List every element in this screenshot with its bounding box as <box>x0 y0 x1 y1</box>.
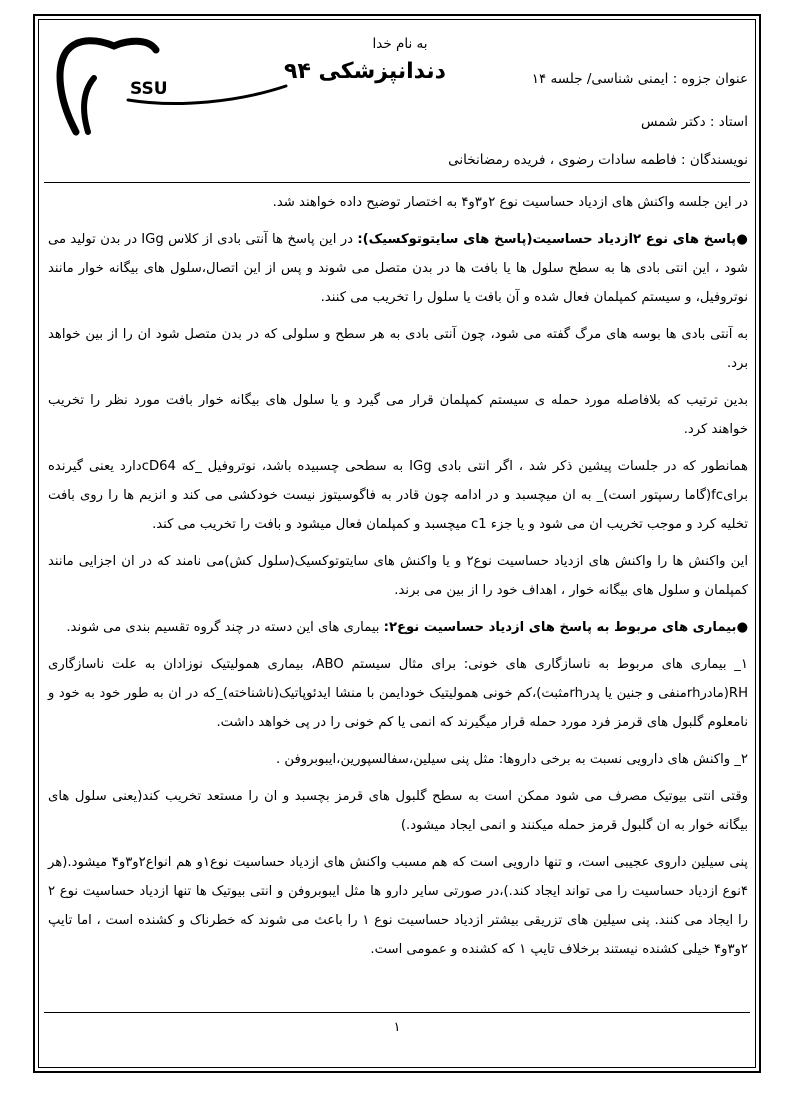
type2-paragraph: ●پاسخ های نوع ۲ازدیاد حساسیت(پاسخ های سایتوتوکسیک): در این پاسخ ها آنتی بادی از کلاس IGg در بدن تولید می شود ، این انتی بادی ها به سطح سلول ها یا بافت ها در بدن متصل می شوند و پس از این اتصال،سلول های بیگانه خوار مانند نوتروفیل، و سیستم کمپلمان فعال شده و آن بافت یا سلول را تخریب می کنند. <box>48 232 748 305</box>
logo-badge: SSU <box>130 79 168 99</box>
bismillah: به نام خدا <box>372 36 428 52</box>
cytotoxic-paragraph: این واکنش ها را واکنش های ازدیاد حساسیت نوع۲ و یا واکنش های سایتوتوکسیک(سلول کش)می نامند که در ان اجزایی مانند کمپلمان و سلول های بیگانه خوار ، اهداف خود را از بین می برند. <box>48 554 748 598</box>
document-body <box>48 188 748 972</box>
page-number: ۱ <box>393 1020 401 1035</box>
drug-reactions-paragraph: ۲_ واکنش های دارویی نسبت به برخی داروها: مثل پنی سیلین،سفالسپورین،ایبوبروفن . <box>276 752 748 767</box>
intro-paragraph: در این جلسه واکنش های ازدیاد حساسیت نوع ۲و۳و۴ به اختصار توضیح داده خواهند شد. <box>272 195 748 210</box>
complement-paragraph: بدین ترتیب که بلافاصله مورد حمله ی سیستم کمپلمان قرار می گیرد و یا سلول های بیگانه خوار بافت مورد نظر را تخریب خواهند کرد. <box>48 393 748 437</box>
booklet-title: عنوان جزوه : ایمنی شناسی/ جلسه ۱۴ <box>531 71 748 87</box>
penicillin-paragraph: پنی سیلین داروی عجیبی است، و تنها دارویی است که هم مسبب واکنش های ازدیاد حساسیت نوع۱و هم انواع۲و۳و۴ میشود.(هر ۴نوع ازدیاد حساسیت را می تواند ایجاد کند.)،در صورتی سایر دارو ها مثل ایبوبروفن و انتی بیوتیک ها تنها ازدیاد حساسیت نوع ۲ را ایجاد می کنند. پنی سیلین های تزریقی بیشتر ازدیاد حساسیت نوع ۱ را باعث می شوند که خطرناک و کشنده است ، اما تایپ ۲و۳و۴ خیلی کشنده نیستند برخلاف تایپ ۱ که کشنده و عمومی است. <box>48 855 748 957</box>
neutrophil-paragraph: همانطور که در جلسات پیشین ذکر شد ، اگر انتی بادی IGg به سطحی چسبیده باشد، نوتروفیل _که cD64دارد یعنی گیرنده برایfc(گاما رسپتور است)_ به ان میچسبد و در ادامه چون قادر به فاگوسیتوز نیست خودکشی می کند و انزیم ها را روی بافت تخلیه کرد و موجب تخریب ان می شود و یا جزء c1 میچسبد و کمپلمان فعال میشود و بافت را تخریب می کند. <box>48 459 748 532</box>
diseases-paragraph: ●بیماری های مربوط به پاسخ های ازدیاد حساسیت نوع۲: بیماری های این دسته در چند گروه تقسیم بندی می شوند. <box>66 620 748 635</box>
authors: نویسندگان : فاطمه سادات رضوی ، فریده رمضانخانی <box>448 152 748 168</box>
footer-divider <box>44 1012 750 1013</box>
diseases-heading: ●بیماری های مربوط به پاسخ های ازدیاد حساسیت نوع۲: <box>383 620 748 635</box>
kiss-of-death-paragraph: به آنتی بادی ها بوسه های مرگ گفته می شود، چون آنتی بادی به هر سطح و سلولی که در بدن متصل شود ان را از بین خواهد برد. <box>48 327 748 371</box>
professor: استاد : دکتر شمس <box>641 114 748 130</box>
header-divider <box>44 182 750 183</box>
type2-heading: ●پاسخ های نوع ۲ازدیاد حساسیت(پاسخ های سایتوتوکسیک): <box>357 232 748 247</box>
antibiotic-paragraph: وقتی انتی بیوتیک مصرف می شود ممکن است به سطح گلبول های قرمز بچسبد و ان را مستعد تخریب کند(یعنی سلول های بیگانه خوار به ان گلبول قرمز حمله میکنند و انمی ایجاد میشود.) <box>48 789 748 833</box>
blood-incompatibility-paragraph: ۱_ بیماری های مربوط به ناسازگاری های خونی: برای مثال سیستم ABO، بیماری همولیتیک نوزادان به علت ناسازگاری RH(مادرrhمنفی و جنین یا پدرrhمثبت)،کم خونی همولیتیک خودایمن با منشا ایدئوپاتیک(ناشناخته)_که در ان به طور خود به خود و نامعلوم گلبول های قرمز فرد مورد حمله قرار میگیرند که انمی یا کم خونی را در پی خواهد داشت. <box>48 657 748 730</box>
logo-text: دندانپزشکی ۹۴ <box>284 59 446 84</box>
